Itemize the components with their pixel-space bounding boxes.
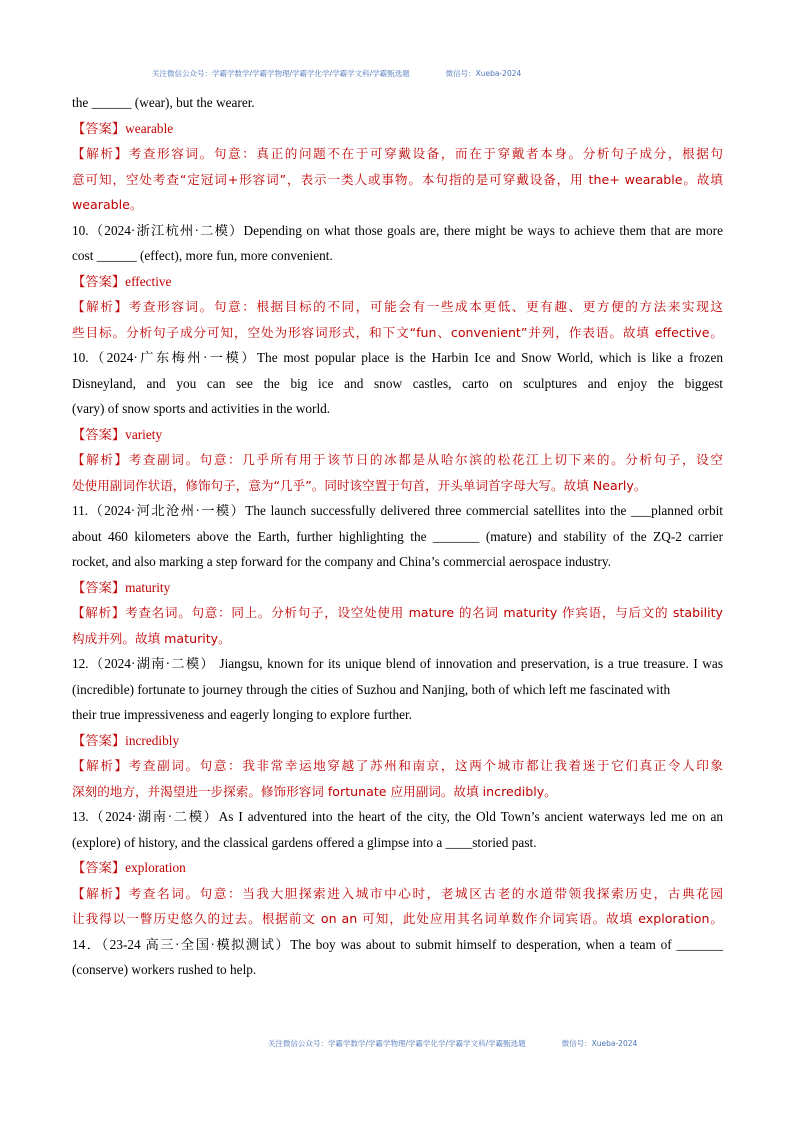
question-line: Disneyland, and you can see the big ice and snow castles, carto on sculptures and enjoy the biggest xyxy=(72,375,723,391)
document-body xyxy=(72,90,723,983)
question-line: about 460 kilometers above the Earth, further highlighting the _______ (mature) and stability of the ZQ-2 carrier xyxy=(72,528,723,544)
page-footer xyxy=(268,1038,637,1049)
explanation-line: 让我得以一瞥历史悠久的过去。根据前文 on an 可知，此处应用其名词单数作介词宾语。故填 exploration。 xyxy=(72,911,723,926)
question-line: the ______ (wear), but the wearer. xyxy=(72,95,255,110)
explanation-line: 构成并列。故填 maturity。 xyxy=(72,630,231,646)
question-line: rocket, and also marking a step forward for the company and China’s commercial aerospace industry. xyxy=(72,554,611,569)
header-wechat-accounts: 关注微信公众号：学霸学数学/学霸学物理/学霸学化学/学霸学文科/学霸甄选题 xyxy=(152,69,410,78)
question-line: (conserve) workers rushed to help. xyxy=(72,962,257,977)
explanation-line: 深刻的地方，并渴望进一步探索。修饰形容词 fortunate 应用副词。故填 incredibly。 xyxy=(72,783,557,799)
question-line: 14．（23-24 高三·全国·模拟测试）The boy was about to submit himself to desperation, when a team of _______ xyxy=(72,936,723,952)
question-line: 10.（2024·浙江杭州·二模）Depending on what those goals are, there might be ways to achieve them that are more xyxy=(72,222,723,238)
answer-line: 【答案】exploration xyxy=(72,860,186,875)
question-line: 12.（2024·湖南·二模） Jiangsu, known for its unique blend of innovation and preservation, is a true treasure. I was xyxy=(72,656,723,671)
question-line: their true impressiveness and eagerly longing to explore further. xyxy=(72,707,413,722)
answer-line: 【答案】wearable xyxy=(72,120,174,136)
explanation-line: 【解析】考查形容词。句意：根据目标的不同，可能会有一些成本更低、更有趣、更方便的方法来实现这 xyxy=(72,299,723,314)
explanation-line: 【解析】考查副词。句意：几乎所有用于该节日的冰都是从哈尔滨的松花江上切下来的。分析句子，设空 xyxy=(72,452,723,467)
answer-line: 【答案】incredibly xyxy=(72,732,180,748)
page-header xyxy=(152,68,521,79)
question-line: (vary) of snow sports and activities in the world. xyxy=(72,401,331,416)
answer-line: 【答案】variety xyxy=(72,426,163,442)
question-line: (incredible) fortunate to journey through the cities of Suzhou and Nanjing, both of which left me fascinated with xyxy=(72,681,671,697)
header-wechat-id: 微信号：Xueba-2024 xyxy=(445,69,522,78)
explanation-line: 【解析】考查名词。句意：当我大胆探索进入城市中心时，老城区古老的水道带领我探索历史，古典花园 xyxy=(72,885,723,901)
answer-line: 【答案】effective xyxy=(72,273,172,289)
question-line: 10.（2024·广东梅州·一模）The most popular place is the Harbin Ice and Snow World, which is like a frozen xyxy=(72,350,723,365)
question-line: cost ______ (effect), more fun, more convenient. xyxy=(72,248,333,263)
explanation-line: 处使用副词作状语，修饰句子，意为“几乎”。同时该空置于句首，开头单词首字母大写。故填 Nearly。 xyxy=(72,477,647,493)
question-line: 13.（2024·湖南·二模）As I adventured into the heart of the city, the Old Town’s ancient waterways led me on an xyxy=(72,809,723,824)
explanation-line: 【解析】考查副词。句意：我非常幸运地穿越了苏州和南京，这两个城市都让我着迷于它们真正令人印象 xyxy=(72,758,723,773)
answer-line: 【答案】maturity xyxy=(72,579,171,595)
explanation-line: wearable。 xyxy=(72,197,143,212)
explanation-line: 些目标。分析句子成分可知，空处为形容词形式，和下文“fun、convenient”并列，作表语。故填 effective。 xyxy=(72,324,723,340)
explanation-line: 【解析】考查形容词。句意：真正的问题不在于可穿戴设备，而在于穿戴者本身。分析句子成分，根据句 xyxy=(72,146,723,161)
explanation-line: 【解析】考查名词。句意：同上。分析句子，设空处使用 mature 的名词 maturity 作宾语，与后文的 stability xyxy=(72,605,723,620)
question-line: (explore) of history, and the classical gardens offered a glimpse into a ____storied past. xyxy=(72,834,537,850)
explanation-line: 意可知，空处考查“定冠词+形容词”，表示一类人或事物。本句指的是可穿戴设备，用 the+ wearable。故填 xyxy=(72,171,723,187)
footer-wechat-id: 微信号：Xueba-2024 xyxy=(561,1039,638,1048)
question-line: 11.（2024·河北沧州·一模）The launch successfully delivered three commercial satellites into the ___planned orbit xyxy=(72,503,723,518)
footer-wechat-accounts: 关注微信公众号：学霸学数学/学霸学物理/学霸学化学/学霸学文科/学霸甄选题 xyxy=(268,1039,526,1048)
